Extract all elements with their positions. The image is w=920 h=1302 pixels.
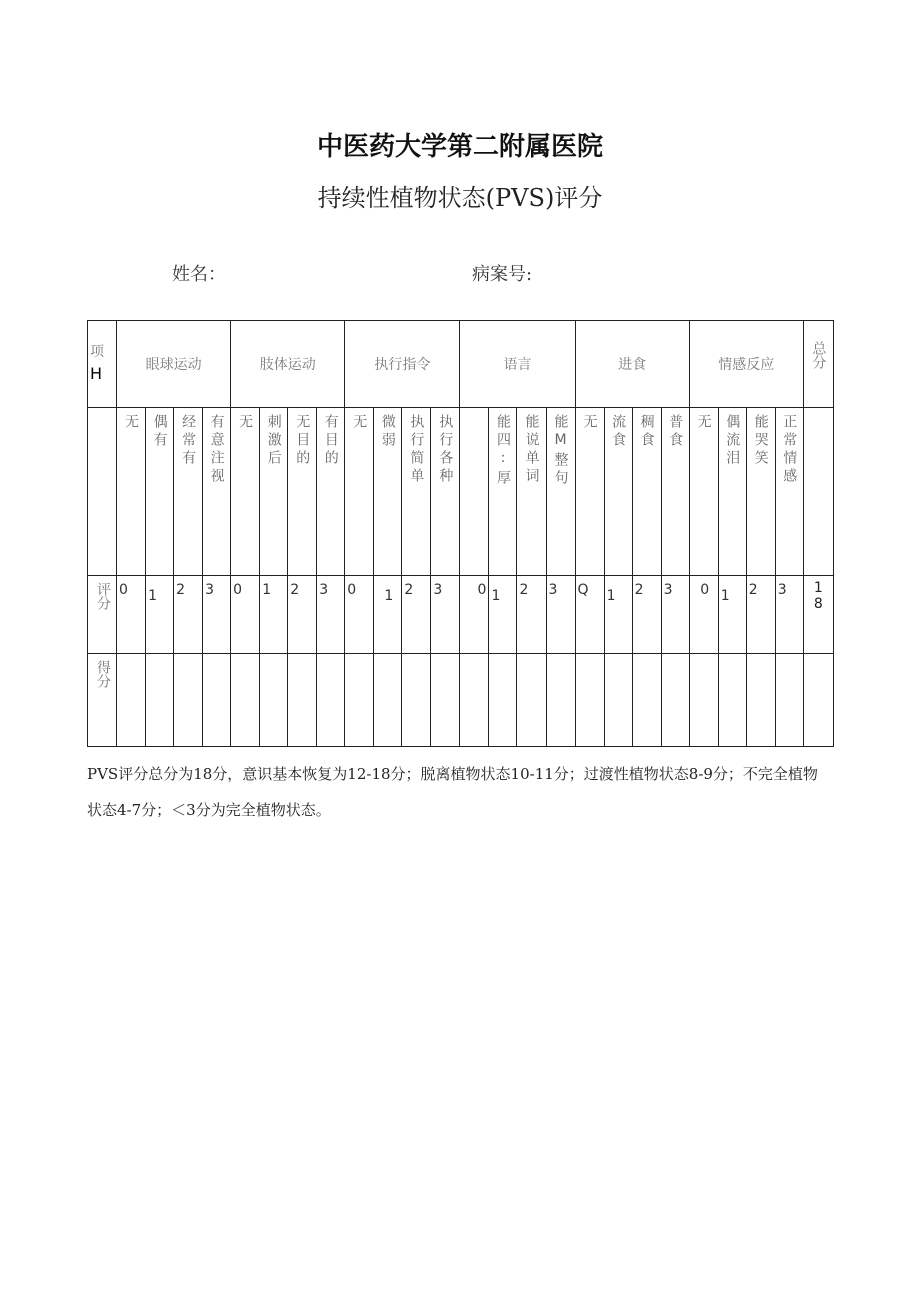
- score-cell: [689, 576, 718, 654]
- subitem-cell: [632, 408, 661, 576]
- subitem-cell: [775, 408, 803, 576]
- item-header-cell: [88, 321, 117, 408]
- subitem-cell: [146, 408, 174, 576]
- subitem-cell: [402, 408, 431, 576]
- score-cell: [718, 576, 746, 654]
- score-value: 3: [205, 582, 215, 598]
- subitem-label: 有目的: [322, 414, 339, 468]
- subitem-cell: [546, 408, 575, 576]
- subitem-cell: [746, 408, 775, 576]
- subitem-label: 无: [351, 414, 368, 432]
- got-score-cell[interactable]: [489, 654, 517, 747]
- got-score-cell[interactable]: [689, 654, 718, 747]
- pvs-score-table: [87, 320, 834, 747]
- form-title: 持续性植物状态(PVS)评分: [317, 184, 603, 212]
- got-score-cell[interactable]: [203, 654, 231, 747]
- got-score-cell[interactable]: [546, 654, 575, 747]
- score-cell: [117, 576, 146, 654]
- subitem-cell: [460, 408, 489, 576]
- score-cell: [746, 576, 775, 654]
- score-value: 1: [606, 588, 616, 604]
- score-value: 3: [777, 582, 787, 598]
- item-label-mark: H: [90, 364, 103, 383]
- subitem-label: 无: [237, 414, 254, 432]
- category-header-row: [88, 321, 834, 408]
- got-score-cell[interactable]: [460, 654, 489, 747]
- score-cell: [146, 576, 174, 654]
- subitem-label: 偶流泪: [724, 414, 741, 468]
- subitem-label: 执行简单: [408, 414, 425, 486]
- score-value: 0: [700, 582, 710, 598]
- category-limb-movement: 肢体运动: [231, 321, 345, 408]
- score-value: 0: [477, 582, 487, 598]
- score-row-label-text: 评分: [95, 582, 111, 610]
- score-cell: [431, 576, 460, 654]
- score-value: 2: [290, 582, 300, 598]
- subitem-cell: [317, 408, 345, 576]
- score-cell: [604, 576, 632, 654]
- subitem-label: 正常情感: [781, 414, 798, 486]
- score-value: 3: [663, 582, 673, 598]
- got-score-cell[interactable]: [431, 654, 460, 747]
- category-eye-movement: 眼球运动: [117, 321, 231, 408]
- hospital-title: 中医药大学第二附属医院: [316, 132, 603, 162]
- got-score-cell[interactable]: [661, 654, 689, 747]
- got-score-cell[interactable]: [231, 654, 260, 747]
- subitem-cell: [288, 408, 317, 576]
- score-value: Q: [577, 582, 589, 598]
- got-score-cell[interactable]: [632, 654, 661, 747]
- subitem-cell: [117, 408, 146, 576]
- subitem-cell: [689, 408, 718, 576]
- subitem-label: 无: [695, 414, 712, 432]
- subitem-cell: [489, 408, 517, 576]
- subitem-label: 能四:厚: [494, 414, 511, 488]
- score-value: 0: [233, 582, 243, 598]
- subitem-label: 刺激后: [265, 414, 282, 468]
- score-row: [88, 576, 834, 654]
- score-cell: [402, 576, 431, 654]
- subitem-cell: [203, 408, 231, 576]
- score-cell: [203, 576, 231, 654]
- subitem-cell: [575, 408, 604, 576]
- subitem-total-cell: [803, 408, 833, 576]
- case-number-label: 病案号:: [472, 264, 533, 285]
- category-language: 语言: [460, 321, 575, 408]
- got-score-cell[interactable]: [746, 654, 775, 747]
- got-row-label-text: 得分: [95, 660, 111, 688]
- subitem-cell: [604, 408, 632, 576]
- score-cell: [546, 576, 575, 654]
- category-follow-commands: 执行指令: [345, 321, 460, 408]
- score-value: 2: [748, 582, 758, 598]
- subitem-label: 普食: [667, 414, 684, 450]
- got-score-cell[interactable]: [345, 654, 374, 747]
- subitem-cell: [231, 408, 260, 576]
- subitem-cell: [260, 408, 288, 576]
- score-cell: [374, 576, 402, 654]
- subitem-label: 无目的: [294, 414, 311, 468]
- score-value: 2: [634, 582, 644, 598]
- score-cell: [288, 576, 317, 654]
- got-score-cell[interactable]: [317, 654, 345, 747]
- score-value: 1: [384, 588, 394, 604]
- scoring-note: PVS评分总分为18分，意识基本恢复为12-18分；脱离植物状态10-11分；过渡性植物状态8-9分；不完全植物状态4-7分；＜3分为完全植物状态。: [87, 765, 818, 819]
- score-cell: [575, 576, 604, 654]
- score-value: 3: [548, 582, 558, 598]
- score-value: 1: [720, 588, 730, 604]
- got-score-cell[interactable]: [517, 654, 546, 747]
- item-label-text: 项: [90, 344, 104, 360]
- subitem-label: 流食: [610, 414, 627, 450]
- category-eating: 进食: [575, 321, 689, 408]
- score-cell: [661, 576, 689, 654]
- subitem-label: 偶有: [151, 414, 168, 450]
- score-row-label: [88, 576, 117, 654]
- subitem-cell: [345, 408, 374, 576]
- subitem-label: 无: [581, 414, 598, 432]
- score-value: 1: [491, 588, 501, 604]
- subitem-cell: [718, 408, 746, 576]
- subitem-label: 执行各种: [437, 414, 454, 486]
- score-cell: [174, 576, 203, 654]
- got-score-cell[interactable]: [402, 654, 431, 747]
- name-label: 姓名：: [172, 264, 226, 285]
- score-value: 2: [176, 582, 186, 598]
- subitem-label: 能哭笑: [752, 414, 769, 468]
- got-score-cell[interactable]: [604, 654, 632, 747]
- score-cell: [460, 576, 489, 654]
- score-cell: [260, 576, 288, 654]
- score-value: 2: [519, 582, 529, 598]
- subitem-cell: [374, 408, 402, 576]
- got-score-cell[interactable]: [288, 654, 317, 747]
- got-score-cell[interactable]: [775, 654, 803, 747]
- score-value: 1: [148, 588, 157, 604]
- score-total-cell: [803, 576, 833, 654]
- subitem-label: 有意注视: [208, 414, 225, 486]
- total-label: 总分: [810, 341, 827, 369]
- subitem-label: 能说单词: [523, 414, 540, 486]
- got-score-cell[interactable]: [260, 654, 288, 747]
- score-cell: [517, 576, 546, 654]
- subitem-row-label-cell: [88, 408, 117, 576]
- subitem-cell: [661, 408, 689, 576]
- score-value: 0: [119, 582, 128, 598]
- subitem-label: 经常有: [180, 414, 197, 468]
- score-cell: [231, 576, 260, 654]
- subitem-label: 能M整句: [552, 414, 569, 488]
- got-score-cell[interactable]: [718, 654, 746, 747]
- subitem-label: 稠食: [638, 414, 655, 450]
- got-score-cell[interactable]: [374, 654, 402, 747]
- subitem-label: 无: [123, 414, 140, 432]
- score-cell: [489, 576, 517, 654]
- got-score-cell[interactable]: [117, 654, 146, 747]
- score-value: 3: [433, 582, 443, 598]
- score-value: 0: [347, 582, 357, 598]
- score-value: 2: [404, 582, 414, 598]
- subitem-cell: [431, 408, 460, 576]
- total-header-cell: [803, 321, 833, 408]
- score-total: 18: [810, 580, 827, 612]
- got-score-cell[interactable]: [575, 654, 604, 747]
- got-score-cell[interactable]: [146, 654, 174, 747]
- score-value: 1: [262, 582, 272, 598]
- category-emotional-response: 情感反应: [689, 321, 803, 408]
- subitem-row: [88, 408, 834, 576]
- got-score-row: [88, 654, 834, 747]
- score-cell: [775, 576, 803, 654]
- subitem-label: 微弱: [379, 414, 396, 450]
- got-total-cell[interactable]: [803, 654, 833, 747]
- score-cell: [345, 576, 374, 654]
- got-row-label: [88, 654, 117, 747]
- subitem-cell: [174, 408, 203, 576]
- score-cell: [317, 576, 345, 654]
- subitem-cell: [517, 408, 546, 576]
- score-cell: [632, 576, 661, 654]
- got-score-cell[interactable]: [174, 654, 203, 747]
- score-value: 3: [319, 582, 329, 598]
